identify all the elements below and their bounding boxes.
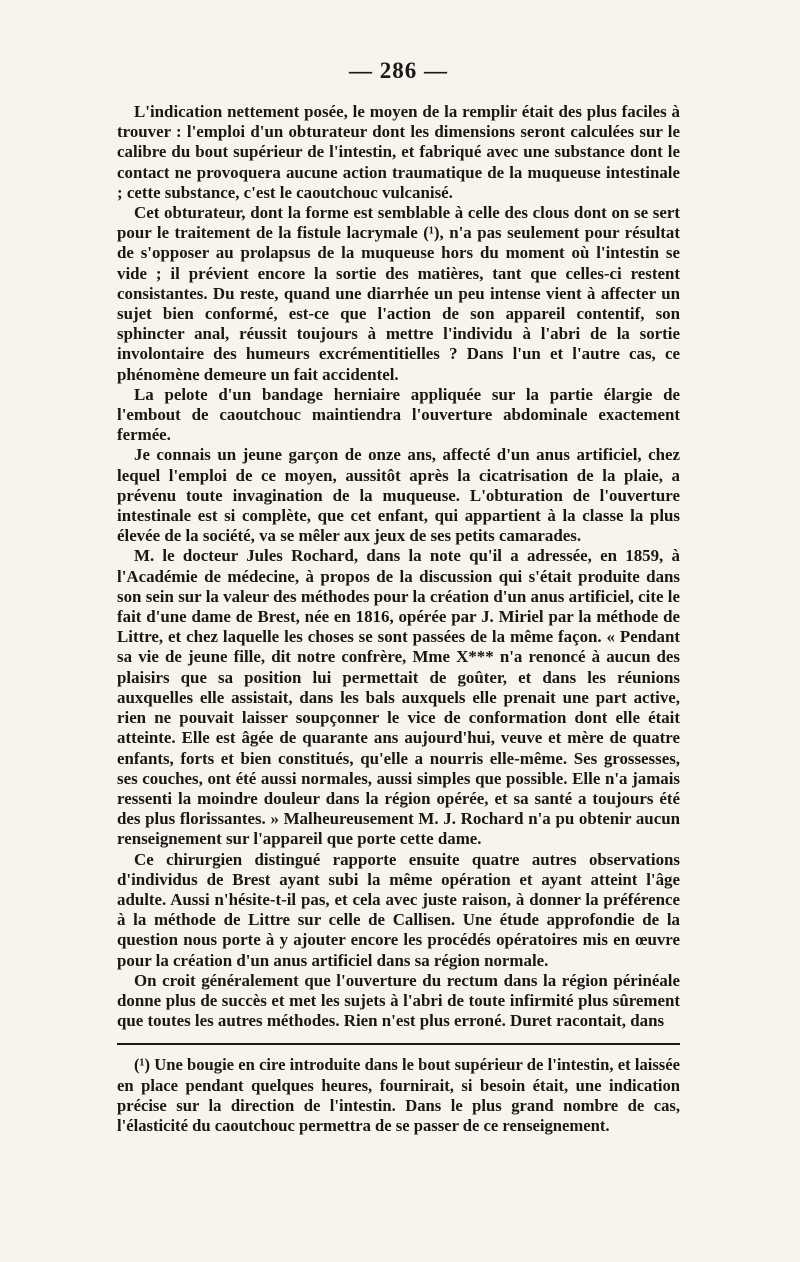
paragraph: Cet obturateur, dont la forme est semblable à celle des clous dont on se sert pour le traitement de la fistule lacrymale (¹), n'a pas seulement pour résultat de s'opposer au prolapsus de la muqueuse hors du moment où l'intestin se vide ; il prévient encore la sortie des matières, tant que celles-ci restent consistantes. Du reste, quand une diarrhée un peu intense vient à affecter un sujet bien conformé, est-ce que l'action de son appareil contentif, son sphincter anal, réussit toujours à mettre l'individu à l'abri de la sortie involontaire des humeurs excrémentitielles ? Dans l'un et l'autre cas, ce phénomène demeure un fait accidentel. — [117, 203, 680, 384]
footnote — [117, 1055, 680, 1136]
paragraph: On croit généralement que l'ouverture du rectum dans la région périnéale donne plus de succès et met les sujets à l'abri de toute infirmité plus sûrement que toutes les autres méthodes. Rien n'est plus erroné. Duret racontait, dans — [117, 970, 680, 1031]
footnote-divider — [117, 1043, 680, 1045]
footnote-text: (¹) Une bougie en cire introduite dans le bout supérieur de l'intestin, et laissée en place pendant quelques heures, fournirait, si besoin était, une indication précise sur la direction de l'intestin. Dans le plus grand nombre de cas, l'élasticité du caoutchouc permettra de se passer de ce renseignement. — [117, 1055, 680, 1135]
page-number: — 286 — — [349, 58, 448, 83]
paragraph: M. le docteur Jules Rochard, dans la note qu'il a adressée, en 1859, à l'Académie de médecine, à propos de la discussion qui s'était produite dans son sein sur la valeur des méthodes pour la création d'un anus artificiel, cite le fait d'une dame de Brest, née en 1816, opérée par J. Miriel par la méthode de Littre, et chez laquelle les choses se sont passées de la même façon. « Pendant sa vie de jeune fille, dit notre confrère, Mme X*** n'a renoncé à aucun des plaisirs que sa position lui permettait de goûter, et dans les réunions auxquelles elle assistait, dans les bals auxquels elle prenait une part active, rien ne pouvait laisser soupçonner le vice de conformation dont elle était atteinte. Elle est âgée de quarante ans aujourd'hui, veuve et mère de quatre enfants, forts et bien constitués, qu'elle a nourris elle-même. Ses grossesses, ses couches, ont été aussi normales, aussi simples que possible. Elle n'a jamais ressenti la moindre douleur dans la région opérée, et sa santé a toujours été des plus florissantes. » Malheureusement M. J. Rochard n'a pu obtenir aucun renseignement sur l'appareil que porte cette dame. — [117, 546, 680, 849]
paragraph: Ce chirurgien distingué rapporte ensuite quatre autres observations d'individus de Brest ayant subi la même opération et ayant atteint l'âge adulte. Aussi n'hésite-t-il pas, et cela avec juste raison, à donner la préférence à la méthode de Littre sur celle de Callisen. Une étude approfondie de la question nous porte à y ajouter encore les procédés opératoires mis en œuvre pour la création d'un anus artificiel dans sa région normale. — [117, 849, 680, 970]
paragraph: L'indication nettement posée, le moyen de la remplir était des plus faciles à trouver : l'emploi d'un obturateur dont les dimensions seront calculées sur le calibre du bout supérieur de l'intestin, et fabriqué avec une substance dont le contact ne provoquera aucune action traumatique de la muqueuse intestinale ; cette substance, c'est le caoutchouc vulcanisé. — [117, 102, 680, 202]
paragraph: La pelote d'un bandage herniaire appliquée sur la partie élargie de l'embout de caoutchouc maintiendra l'ouverture abdominale exactement fermée. — [117, 384, 680, 445]
paragraph: Je connais un jeune garçon de onze ans, affecté d'un anus artificiel, chez lequel l'emploi de ce moyen, aussitôt après la cicatrisation de la plaie, a prévenu toute invagination de la muqueuse. L'obturation de l'ouverture intestinale est si complète, que cet enfant, qui appartient à la classe la plus élevée de la société, va se mêler aux jeux de ses petits camarades. — [117, 445, 680, 546]
body-text — [117, 102, 680, 1031]
